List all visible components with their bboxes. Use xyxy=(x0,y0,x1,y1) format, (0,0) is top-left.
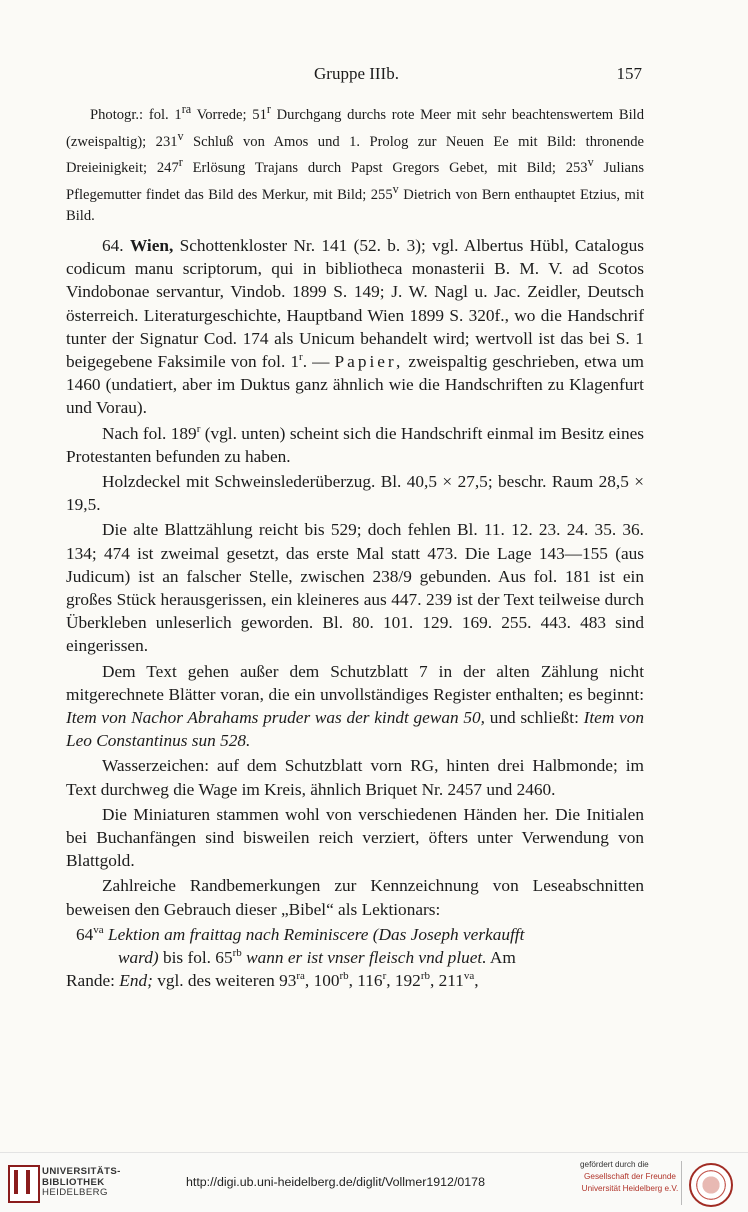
entry-paragraph-6: Wasserzeichen: auf dem Schutzblatt vorn RG, hinten drei Halbmonde; im Text durchweg die Wage im Kreis, ähnlich Briquet Nr. 2457 und 2460. xyxy=(66,756,644,799)
entry-paragraph-4: Die alte Blattzählung reicht bis 529; doch fehlen Bl. 11. 12. 23. 24. 35. 36. 134; 474 ist zweimal gesetzt, das erste Mal statt 473. Die Lage 143—155 (aus Judicum) ist an falscher Stelle, zwischen 238/9 gebunden. Aus fol. 181 ist ein großes Stück herausgerissen, ein kleineres aus 447. 239 ist der Text teilweise durch Überkleben unleserlich geworden. Bl. 80. 101. 129. 169. 255. 443. 483 sind eingerissen. xyxy=(66,520,644,656)
footer-divider xyxy=(681,1161,682,1205)
entry-paragraph-3: Holzdeckel mit Schweinslederüberzug. Bl. 40,5 × 27,5; beschr. Raum 28,5 × 19,5. xyxy=(66,472,644,515)
page-header xyxy=(66,64,642,88)
running-title: Gruppe IIIb. xyxy=(314,64,399,83)
photographs-note xyxy=(66,99,644,226)
entry-paragraph-7: Die Miniaturen stammen wohl von verschiedenen Händen her. Die Initialen bei Buchanfängen sind bisweilen reich verziert, öfters unter Verwendung von Blattgold. xyxy=(66,804,644,871)
digitization-footer xyxy=(0,1152,748,1212)
entry-paragraph-2: Nach fol. 189$^r$ (vgl. unten) scheint sich die Handschrift einmal im Besitz eines Protestanten befunden zu haben. xyxy=(66,422,644,466)
entry-paragraph-1: 64. Wien, Schottenkloster Nr. 141 (52. b. 3); vgl. Albertus Hübl, Catalogus codicum manu scriptorum, qui in bibliotheca monasterii B. M. V. ad Scotos Vindobonae servantur, Vindob. 1899 S. 149; J. W. Nagl u. Jac. Zeidler, Deutsch österreich. Literaturgeschichte, Hauptband Wien 1899 S. 320f., wo die Handschrif tunter der Signatur Cod. 174 als Unicum behandelt wird; wertvoll ist das bei S. 1 beigegebene Faksimile von fol. 1$^r$. — Papier, zweispaltig geschrieben, etwa um 1460 (undatiert, aber im Duktus ganz ähnlich wie die Handschriften zu Klagenfurt und Vorau). xyxy=(66,236,644,418)
entry-paragraph-5: Dem Text gehen außer dem Schutzblatt 7 in der alten Zählung nicht mitgerechnete Blätter voran, die ein unvollständiges Register enthalten; es beginnt: Item von Nachor Abrahams pruder was der kindt gewan 50, und schließt: Item von Leo Constantinus sun 528. xyxy=(66,661,644,751)
photographs-paragraph: Photogr.: fol. $1^{ra}$ Vorrede; 51$^r$ Durchgang durchs rote Meer mit sehr beachtenswertem Bild (zweispaltig); 231$^v$ Schluß von Amos und 1. Prolog zur Neuen Ee mit Bild: thronende Dreieinigkeit; 247$^r$ Erlösung Trajans durch Papst Gregors Gebet, mit Bild; 253$^v$ Julians Pflegemutter findet das Bild des Merkur, mit Bild; 255$^v$ Dietrich von Bern enthauptet Etzius, mit Bild. xyxy=(66,102,645,224)
library-logo-icon[interactable] xyxy=(8,1165,40,1203)
lektion-entry: $64^{va}$ Lektion am fraittag nach Reminiscere (Das Joseph verkaufft ward) bis fol. $65^{rb}$ wann er ist vnser fleisch vnd pluet. Am Rande: End; vgl. des weiteren $93^{ra}$, $100^{rb}$, 116$^r$, $192^{rb}$, $211^{va}$, xyxy=(66,924,525,991)
page-number: 157 xyxy=(616,64,642,83)
entry-location: Wien, xyxy=(129,236,174,255)
manuscript-entry xyxy=(66,234,644,995)
society-seal-icon xyxy=(689,1163,733,1207)
library-name[interactable]: UNIVERSITÄTS- BIBLIOTHEK HEIDELBERG xyxy=(42,1166,121,1199)
permalink-url[interactable]: http://digi.ub.uni-heidelberg.de/diglit/Vollmer1912/0178 xyxy=(186,1175,485,1189)
entry-paragraph-8: Zahlreiche Randbemerkungen zur Kennzeichnung von Leseabschnitten beweisen den Gebrauch dieser „Bibel“ als Lektionars: xyxy=(66,876,644,919)
sponsor-credit[interactable]: gefördert durch die Gesellschaft der Freunde Universität Heidelberg e.V. xyxy=(580,1160,679,1194)
